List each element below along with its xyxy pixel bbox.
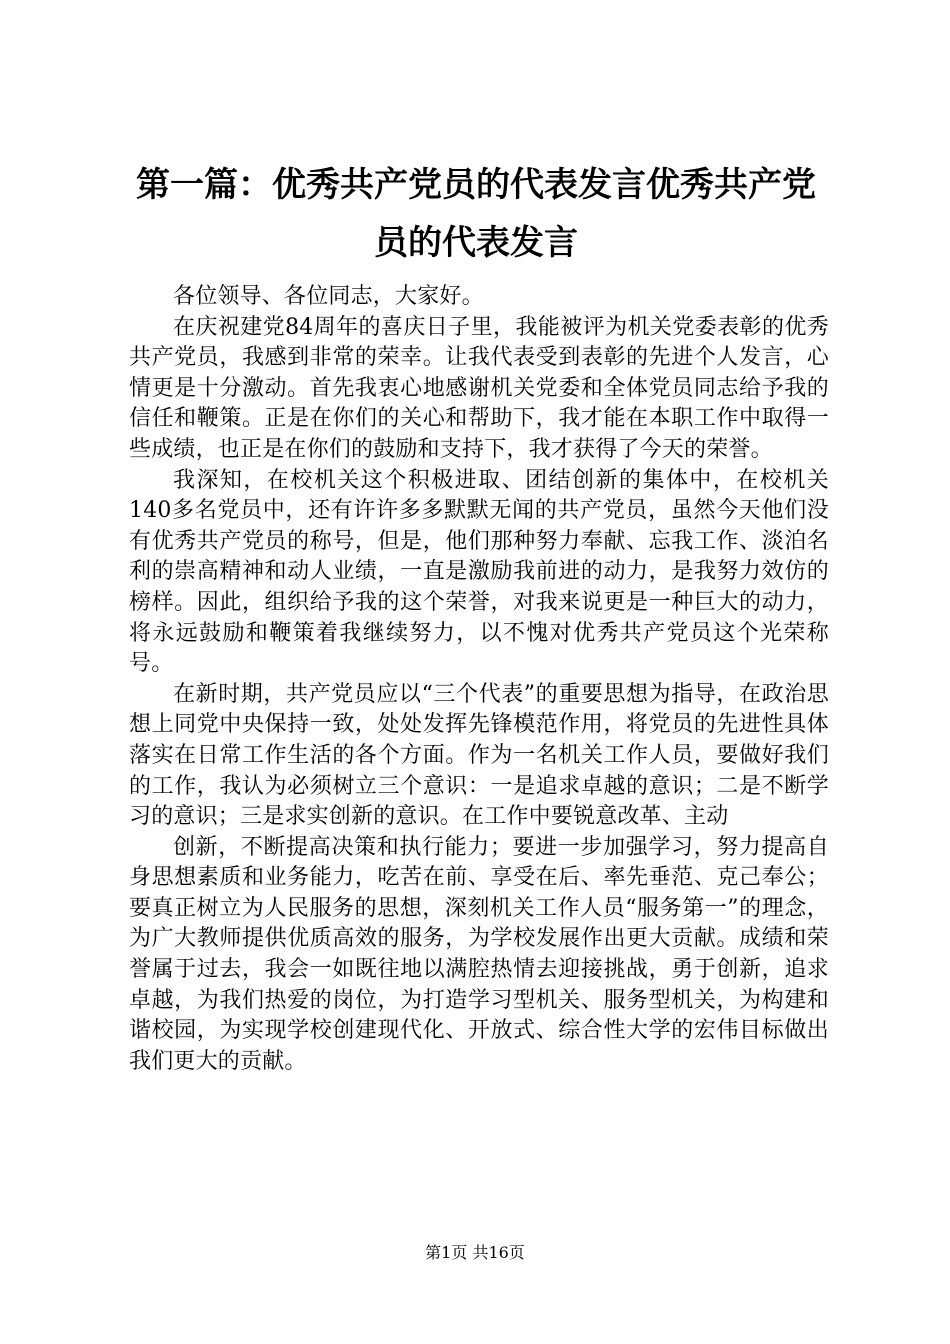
paragraph-1: 在庆祝建党84周年的喜庆日子里，我能被评为机关党委表彰的优秀共产党员，我感到非常的荣幸。让我代表受到表彰的先进个人发言，心情更是十分激动。首先我衷心地感谢机关党委和全体党员同志给予我的信任和鞭策。正是在你们的关心和帮助下，我才能在本职工作中取得一些成绩，也正是在你们的鼓励和支持下，我才获得了今天的荣誉。 [129, 314, 829, 462]
document-title [126, 156, 826, 272]
title-line-2: 员的代表发言 [374, 223, 578, 263]
page-footer: 第1页 共16页 [425, 1243, 525, 1262]
paragraph-2: 我深知，在校机关这个积极进取、团结创新的集体中，在校机关140多名党员中，还有许许多多默默无闻的共产党员，虽然今天他们没有优秀共产党员的称号，但是，他们那种努力奉献、忘我工作、淡泊名利的崇高精神和动人业绩，一直是激励我前进的动力，是我努力效仿的榜样。因此，组织给予我的这个荣誉，对我来说更是一种巨大的动力，将永远鼓励和鞭策着我继续努力，以不愧对优秀共产党员这个光荣称号。 [129, 467, 829, 677]
paragraph-3: 在新时期，共产党员应以“三个代表”的重要思想为指导，在政治思想上同党中央保持一致，处处发挥先锋模范作用，将党员的先进性具体落实在日常工作生活的各个方面。作为一名机关工作人员，要做好我们的工作，我认为必须树立三个意识：一是追求卓越的意识；二是不断学习的意识；三是求实创新的意识。在工作中要锐意改革、主动 [129, 681, 829, 830]
paragraph-greeting: 各位领导、各位同志，大家好。 [173, 284, 484, 309]
title-line-1: 第一篇：优秀共产党员的代表发言优秀共产党 [136, 165, 816, 205]
paragraph-4: 创新，不断提高决策和执行能力；要进一步加强学习，努力提高自身思想素质和业务能力，吃苦在前、享受在后、率先垂范、克己奉公；要真正树立为人民服务的思想，深刻机关工作人员“服务第一”的理念，为广大教师提供优质高效的服务，为学校发展作出更大贡献。成绩和荣誉属于过去，我会一如既往地以满腔热情去迎接挑战，勇于创新，追求卓越，为我们热爱的岗位，为打造学习型机关、服务型机关，为构建和谐校园，为实现学校创建现代化、开放式、综合性大学的宏伟目标做出我们更大的贡献。 [129, 834, 829, 1074]
document-body [129, 282, 829, 1077]
